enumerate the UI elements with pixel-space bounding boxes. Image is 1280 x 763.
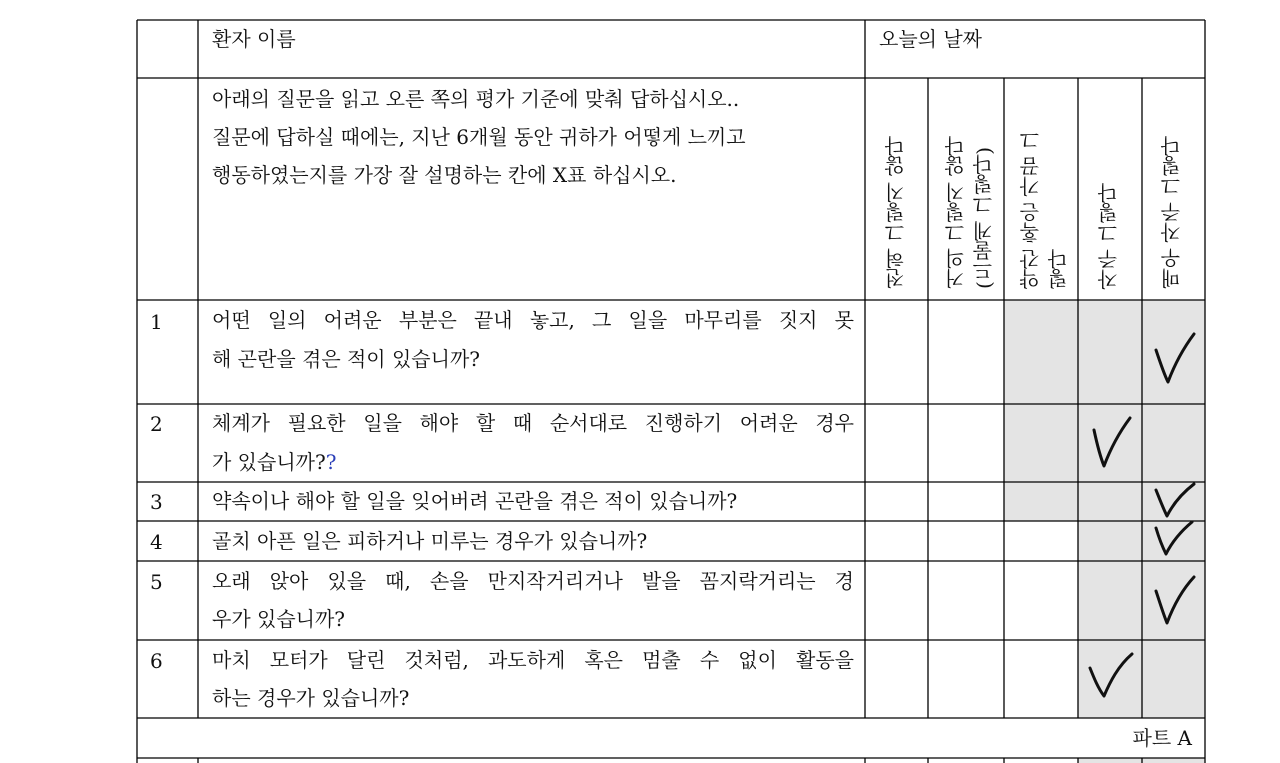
question-4-line-1: 골치 아픈 일은 피하거나 미루는 경우가 있습니까? bbox=[212, 529, 648, 553]
question-5-line-1: 오래 앉아 있을 때, 손을 만지작거리거나 발을 꼼지락거리는 경 bbox=[212, 569, 854, 593]
question-2-line-2: 가 있습니까?? bbox=[212, 450, 337, 474]
question-number: 5 bbox=[150, 570, 163, 594]
checkmark-icon bbox=[1078, 640, 1142, 718]
question-6-line-2: 하는 경우가 있습니까? bbox=[212, 686, 410, 710]
checkmark-icon bbox=[1142, 300, 1205, 404]
date-label: 오늘의 날짜 bbox=[879, 27, 982, 51]
instructions-line-2: 질문에 답하실 때에는, 지난 6개월 동안 귀하가 어떻게 느끼고 bbox=[212, 125, 746, 149]
scale-header-never: 전혀 그렇지 않다 bbox=[884, 136, 908, 289]
question-number: 2 bbox=[150, 412, 163, 436]
question-3-line-1: 약속이나 해야 할 일을 잊어버려 곤란을 겪은 적이 있습니까? bbox=[212, 489, 738, 513]
question-2-line-1: 체계가 필요한 일을 해야 할 때 순서대로 진행하기 어려운 경우 bbox=[212, 411, 854, 435]
scale-header-rarely: 거의 그렇지 않다 bbox=[944, 136, 968, 289]
instructions-line-1: 아래의 질문을 읽고 오른 쪽의 평가 기준에 맞춰 답하십시오.. bbox=[212, 87, 740, 111]
scale-header-often: 자주 그렇다 bbox=[1097, 182, 1121, 289]
question-number: 4 bbox=[150, 530, 163, 554]
scale-header-rarely-sub: (드물게 그렇다) bbox=[972, 147, 996, 289]
question-mark: ? bbox=[325, 450, 337, 474]
part-a-label: 파트 A bbox=[1132, 726, 1192, 750]
question-number: 3 bbox=[150, 490, 163, 514]
question-1-line-1: 어떤 일의 어려운 부분은 끝내 놓고, 그 일을 마무리를 짓지 못 bbox=[212, 308, 854, 332]
scale-header-sometimes-cont: 렇다 bbox=[1047, 249, 1071, 289]
instructions-line-3: 행동하였는지를 가장 잘 설명하는 칸에 X표 하십시오. bbox=[212, 163, 677, 187]
checkmark-icon bbox=[1078, 404, 1142, 482]
scale-header-sometimes: 약간 혹은 가끔 그 bbox=[1019, 129, 1043, 289]
checkmark-icon bbox=[1142, 516, 1205, 562]
patient-name-label: 환자 이름 bbox=[212, 27, 296, 51]
question-number: 1 bbox=[150, 310, 163, 334]
question-1-line-2: 해 곤란을 겪은 적이 있습니까? bbox=[212, 347, 480, 371]
checkmark-icon bbox=[1142, 561, 1205, 640]
scale-header-very-often: 매우 자주 그렇다 bbox=[1160, 136, 1184, 289]
question-number: 6 bbox=[150, 649, 163, 673]
question-6-line-1: 마치 모터가 달린 것처럼, 과도하게 혹은 멈출 수 없이 활동을 bbox=[212, 648, 854, 672]
question-5-line-2: 우가 있습니까? bbox=[212, 607, 345, 631]
